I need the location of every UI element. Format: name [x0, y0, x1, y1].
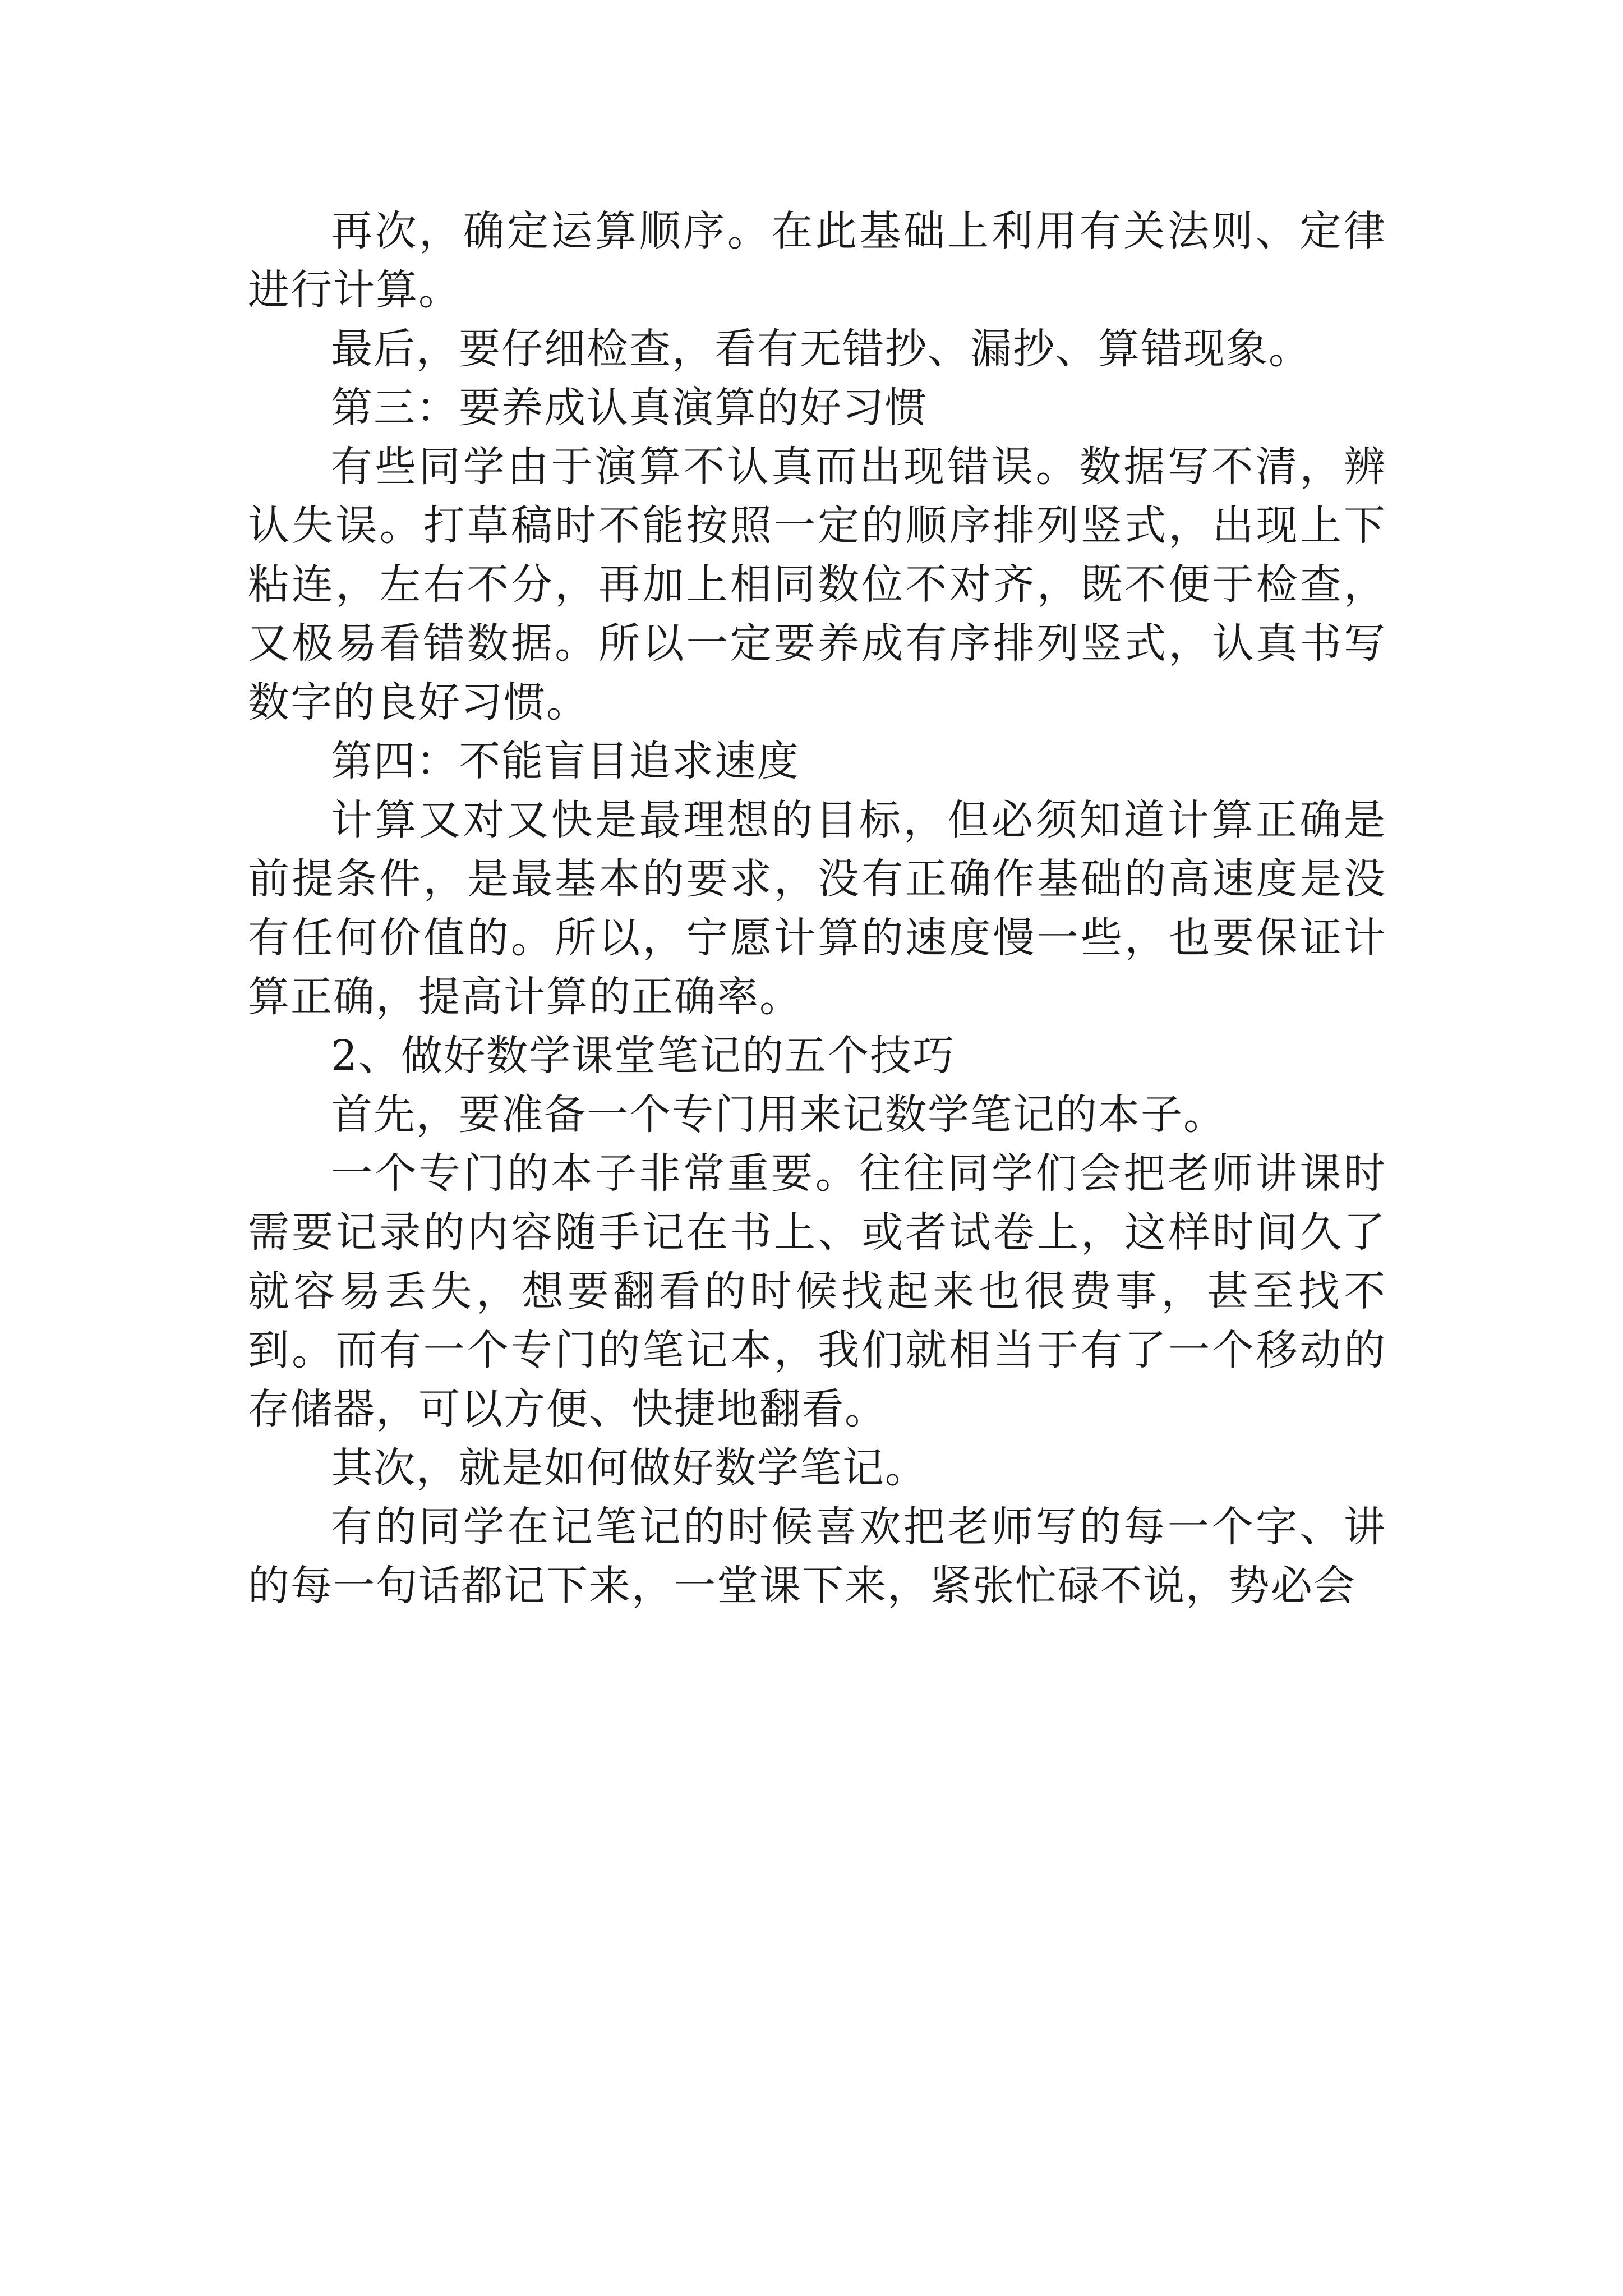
heading-note-taking-tips: 2、做好数学课堂笔记的五个技巧	[331, 1032, 956, 1080]
paragraph-record-everything: 有的同学在记笔记的时候喜欢把老师写的每一个字、讲的每一句话都记下来，一堂课下来，紧张忙碌不说，势必会	[248, 1503, 1386, 1610]
paragraph-accuracy-first: 计算又对又快是最理想的目标，但必须知道计算正确是前提条件，是最基本的要求，没有正确作基础的高速度是没有任何价值的。所以，宁愿计算的速度慢一些，也要保证计算正确，提高计算的正确率。	[248, 796, 1386, 1021]
paragraph-check-carefully: 最后，要仔细检查，看有无错抄、漏抄、算错现象。	[331, 325, 1311, 373]
paragraph-how-to-take-notes: 其次，就是如何做好数学笔记。	[331, 1444, 928, 1492]
document-body	[248, 202, 1386, 1616]
paragraph-careless-calculation: 有些同学由于演算不认真而出现错误。数据写不清，辨认失误。打草稿时不能按照一定的顺序排列竖式，出现上下粘连，左右不分，再加上相同数位不对齐，既不便于检查，又极易看错数据。所以一定要养成有序排列竖式，认真书写数字的良好习惯。	[248, 443, 1386, 726]
paragraph-prepare-notebook: 首先，要准备一个专门用来记数学笔记的本子。	[331, 1091, 1226, 1139]
paragraph-dedicated-notebook: 一个专门的本子非常重要。往往同学们会把老师讲课时需要记录的内容随手记在书上、或者试卷上，这样时间久了就容易丢失，想要翻看的时候找起来也很费事，甚至找不到。而有一个专门的笔记本，我们就相当于有了一个移动的存储器，可以方便、快捷地翻看。	[248, 1149, 1386, 1433]
paragraph-calc-order: 再次，确定运算顺序。在此基础上利用有关法则、定律进行计算。	[248, 207, 1386, 314]
heading-fourth-speed: 第四：不能盲目追求速度	[331, 737, 800, 785]
heading-third-habit: 第三：要养成认真演算的好习惯	[331, 384, 928, 432]
